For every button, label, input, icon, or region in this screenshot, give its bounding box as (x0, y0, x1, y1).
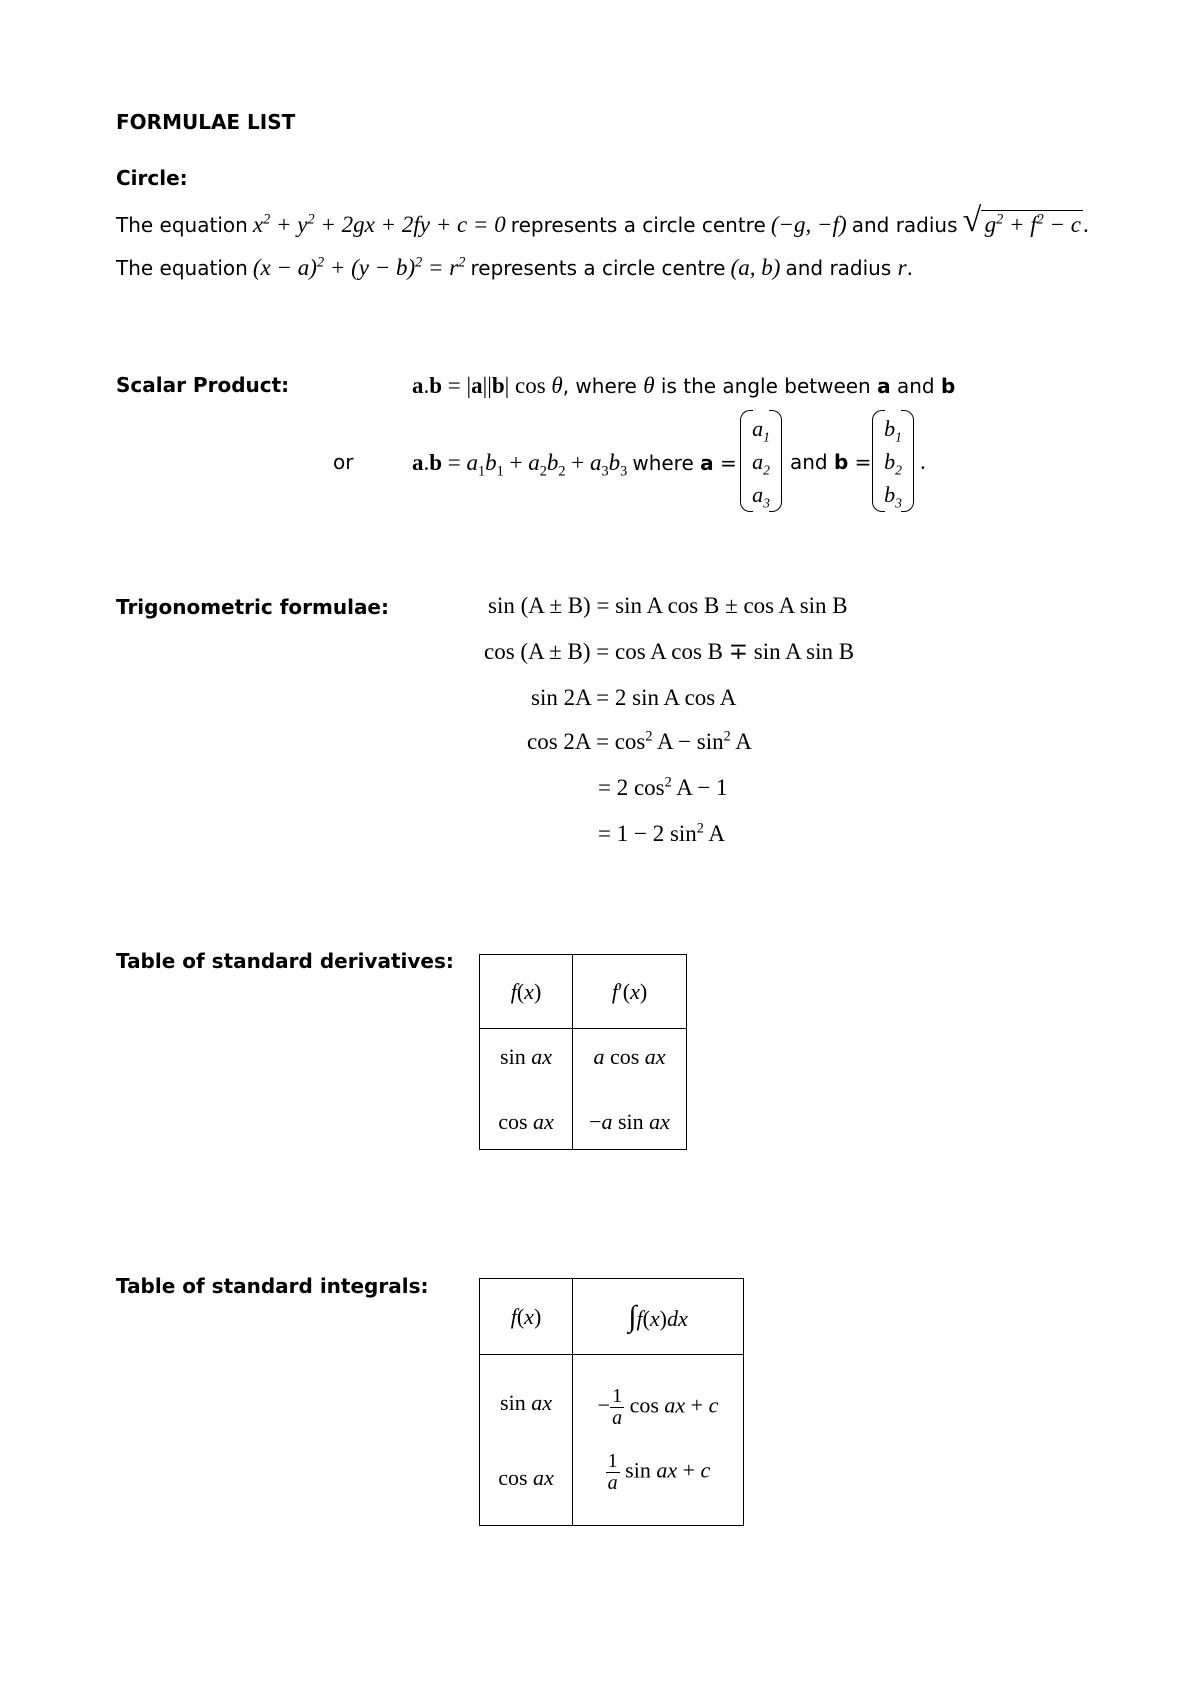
circle-line1-and: and radius (851, 213, 958, 237)
trig-line-4: $\cos 2A = \cos^2 A - \sin^2 A$ (527, 728, 752, 754)
circle-line1-prefix: The equation (116, 213, 248, 237)
scalar-formula-1: a.b = |a||b| cos θ (412, 373, 563, 398)
integrals-row-2-int: $\frac{1}{a}$ sin ax + c (607, 1450, 711, 1494)
integrals-col-2 (573, 1355, 744, 1526)
circle-line2-prefix: The equation (116, 256, 248, 280)
derivatives-row-1-fp: a cos ax (593, 1043, 666, 1069)
vector-b (872, 410, 914, 514)
derivatives-header-fx: f(x) (480, 955, 573, 1029)
circle-line1-mid: represents a circle centre (510, 213, 766, 237)
scalar-formula-2: $a.b = a_1b_1 + a_2b_2 + a_3b_3$ (412, 450, 628, 480)
trig-line-1: sin (A ± B) = sin A cos B ± cos A sin B (488, 593, 848, 618)
circle-line2-end: and radius r. (785, 255, 913, 280)
derivatives-heading: Table of standard derivatives: (116, 949, 454, 973)
circle-line-2 (116, 256, 913, 279)
vector-a-2: $a_2$ (752, 449, 770, 478)
vector-a (740, 410, 782, 514)
trig-heading: Trigonometric formulae: (116, 595, 389, 619)
vector-a-1: $a_1$ (752, 416, 770, 445)
trig-line-3: sin 2A = 2 sin A cos A (531, 685, 737, 710)
scalar-and-b: and b = (790, 450, 872, 474)
integrals-table (479, 1278, 744, 1526)
scalar-heading: Scalar Product: (116, 373, 290, 397)
trig-line-6: = 1 − 2 $\sin^2 A$ (598, 820, 726, 846)
scalar-definition-1 (412, 374, 955, 397)
vector-b-1: $b_1$ (884, 416, 902, 445)
circle-radius-sqrt: √ $g^2 + f^2 - c$ (962, 202, 1082, 239)
derivatives-table (479, 954, 687, 1150)
derivatives-row-1-f: sin ax (500, 1043, 552, 1069)
integrals-row-1-int: − $\frac{1}{a}$ cos ax + c (597, 1385, 719, 1429)
vector-a-3: $a_3$ (752, 482, 770, 511)
derivatives-row-2-f: cos ax (498, 1109, 554, 1134)
integrals-row-1-f: sin ax (500, 1389, 552, 1415)
derivatives-row-2-fp: −a sin ax (589, 1109, 670, 1134)
circle-standard-centre: (a, b) (730, 255, 781, 280)
vector-b-3: $b_3$ (884, 482, 902, 511)
derivatives-col-1 (480, 1029, 573, 1150)
circle-heading: Circle: (116, 166, 188, 190)
scalar-definition-2 (412, 450, 737, 480)
integrals-row-2-f: cos ax (498, 1465, 554, 1490)
vector-b-2: $b_2$ (884, 449, 902, 478)
integrals-heading: Table of standard integrals: (116, 1274, 429, 1298)
circle-line2-mid: represents a circle centre (470, 256, 726, 280)
circle-general-equation: $x^2 + y^2 + 2gx + 2fy + c = 0$ (252, 211, 506, 237)
scalar-or: or (333, 450, 354, 474)
integrals-header-fx: f(x) (480, 1279, 573, 1355)
scalar-def1-text: , where θ is the angle between a and b (562, 373, 956, 398)
integrals-header-int: ∫f(x)dx (573, 1279, 744, 1355)
scalar-end: . (920, 449, 926, 474)
trig-line-5: = 2 $\cos^2 A - 1$ (598, 774, 728, 800)
circle-general-centre: (−g, −f) (770, 212, 847, 237)
circle-line-1: The equation $x^2 + y^2 + 2gx + 2fy + c = 0$ represents a circle centre (−g, −f) and radius √ $g^2 + f^2 - c$. (116, 202, 1089, 239)
derivatives-col-2 (573, 1029, 687, 1150)
scalar-where-a: where a = (632, 451, 737, 475)
derivatives-header-fpx: f′(x) (573, 955, 687, 1029)
circle-standard-equation: $(x - a)^2 + (y - b)^2 = r^2$ (252, 254, 466, 280)
trig-line-2: cos (A ± B) = cos A cos B ∓ sin A sin B (484, 639, 855, 664)
page-title: FORMULAE LIST (116, 110, 296, 134)
integrals-col-1 (480, 1355, 573, 1526)
